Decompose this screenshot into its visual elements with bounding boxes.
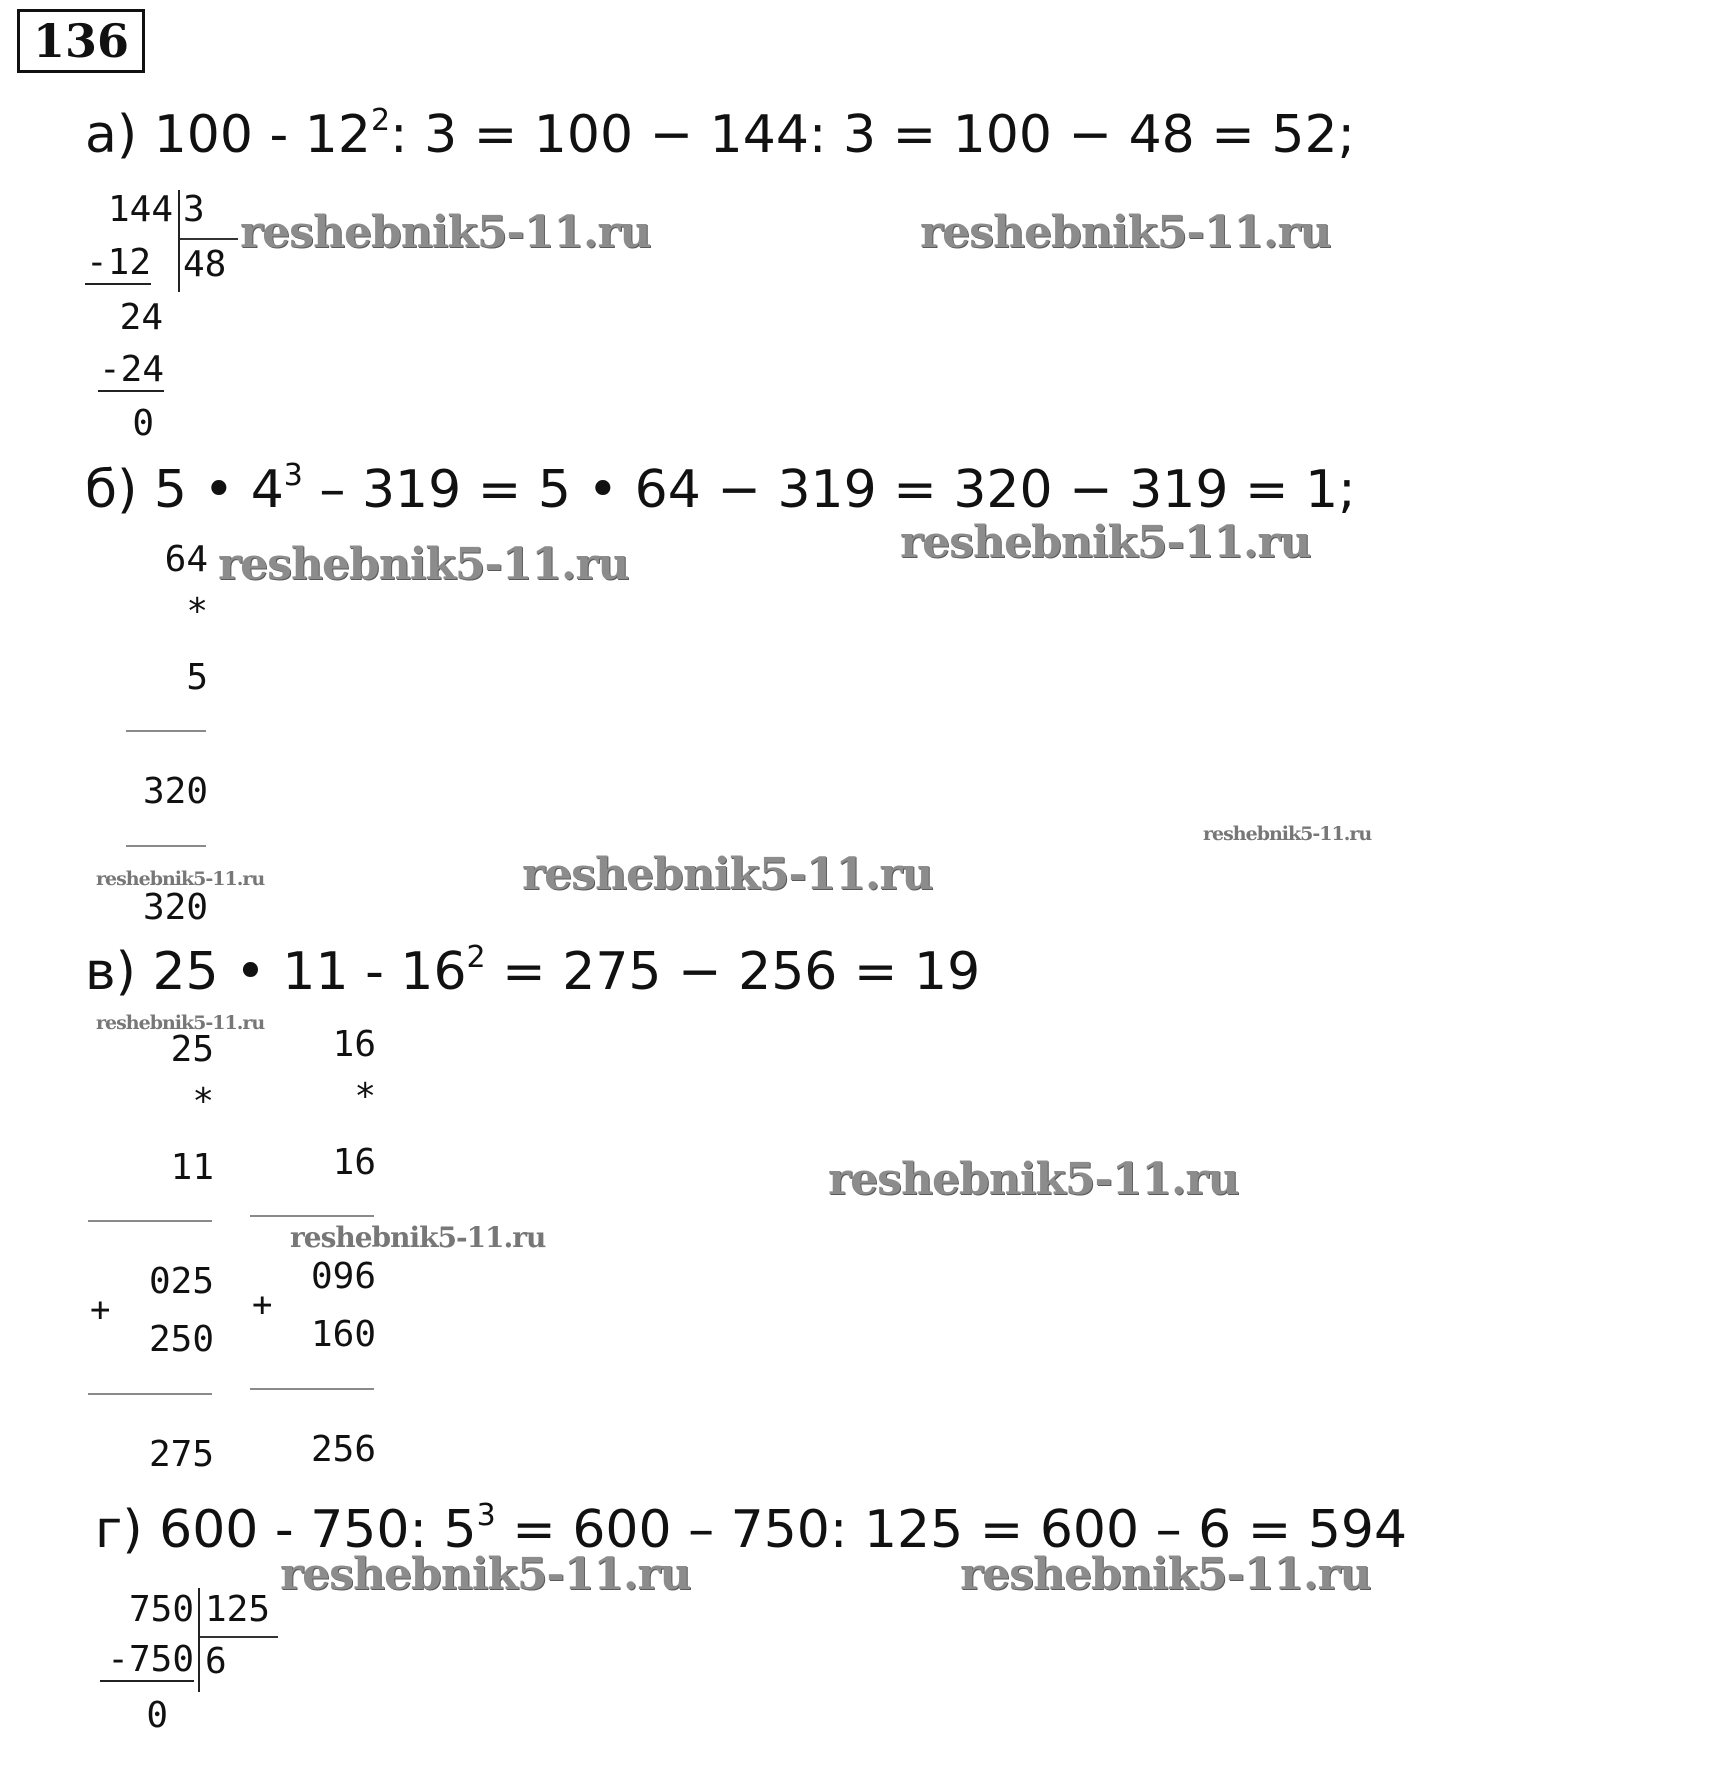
div-g-sub1: -750 [100,1640,194,1682]
expr-a-exp: 2 [370,103,391,138]
watermark: reshebnik5-11.ru [900,517,1311,568]
mult-v2-partial1: 096 [310,1256,376,1297]
mult-v2-op: * [354,1076,376,1117]
problem-number: 136 [17,9,145,73]
mult-b-line2 [126,845,206,847]
expr-g-rest: = 600 – 750: 125 = 600 – 6 = 594 [495,1500,1408,1560]
mult-v2-plus: + [252,1285,273,1325]
mult-v2-bottom: 16 [332,1142,376,1183]
div-g-dividend: 750 [128,1589,194,1630]
watermark: reshebnik5-11.ru [960,1549,1371,1600]
mult-v2-top: 16 [332,1024,376,1065]
watermark: reshebnik5-11.ru [96,868,265,890]
label-a: а) [85,105,138,165]
watermark: reshebnik5-11.ru [280,1549,691,1600]
div-a-sub1: -12 [85,242,151,283]
expr-v-base: 25 • 11 - 16 [152,942,467,1002]
expr-b-exp: 3 [283,458,303,493]
div-g-result: 0 [146,1695,168,1736]
mult-b-op: * [186,591,208,632]
mult-v1-result: 275 [148,1434,214,1475]
div-a-divisor-line [180,238,238,240]
mult-v2-line2 [250,1388,374,1390]
watermark: reshebnik5-11.ru [522,849,933,900]
expr-b-base: 5 • 4 [153,460,284,520]
label-g: г) [95,1500,143,1560]
mult-v1-line2 [88,1393,212,1395]
div-a-sub2: -24 [98,349,164,390]
mult-b-result: 320 [142,771,208,812]
mult-v1-bottom: 11 [170,1147,214,1188]
div-g-divisor-line [200,1636,278,1638]
equation-v [85,942,980,1002]
div-a-divisor: 3 [183,189,205,230]
expr-b-rest: – 319 = 5 • 64 − 319 = 320 − 319 = 1; [302,460,1356,520]
watermark: reshebnik5-11.ru [1203,823,1372,845]
expr-a-rest: : 3 = 100 − 144: 3 = 100 − 48 = 52; [390,105,1356,165]
mult-v1-plus: + [90,1290,111,1330]
div-a-result: 0 [132,403,154,444]
mult-b-top: 64 [164,539,208,580]
mult-b-result2: 320 [142,887,208,928]
mult-v1-partial1: 025 [148,1261,214,1302]
watermark: reshebnik5-11.ru [290,1221,546,1254]
expr-a-base: 100 - 12 [153,105,371,165]
mult-v1-op: * [192,1081,214,1122]
watermark: reshebnik5-11.ru [96,1012,265,1034]
mult-v2-result: 256 [310,1429,376,1470]
watermark: reshebnik5-11.ru [240,207,651,258]
watermark: reshebnik5-11.ru [218,539,629,590]
expr-g-exp: 3 [476,1498,496,1533]
div-a-quotient: 48 [183,244,227,285]
mult-v2-partial2: 160 [310,1314,376,1355]
equation-b [85,460,1356,520]
expr-v-exp: 2 [466,940,486,975]
watermark: reshebnik5-11.ru [828,1154,1239,1205]
watermark: reshebnik5-11.ru [920,207,1331,258]
mult-v1-top: 25 [170,1029,214,1070]
mult-b-line [126,730,206,732]
div-a-rem1: 24 [119,297,163,338]
div-g-divisor: 125 [205,1589,271,1630]
div-a-dividend: 144 [107,189,173,230]
expr-v-rest: = 275 − 256 = 19 [485,942,981,1002]
label-b: б) [85,460,138,520]
mult-v1-line [88,1220,212,1222]
mult-v2-line [250,1215,374,1217]
mult-v1-partial2: 250 [148,1319,214,1360]
label-v: в) [85,942,136,1002]
expr-g-base: 600 - 750: 5 [159,1500,477,1560]
div-g-vertical-line [198,1588,200,1692]
div-g-quotient: 6 [205,1641,227,1682]
mult-b-bottom: 5 [186,657,208,698]
div-a-vertical-line [178,190,180,292]
equation-a [85,105,1355,165]
